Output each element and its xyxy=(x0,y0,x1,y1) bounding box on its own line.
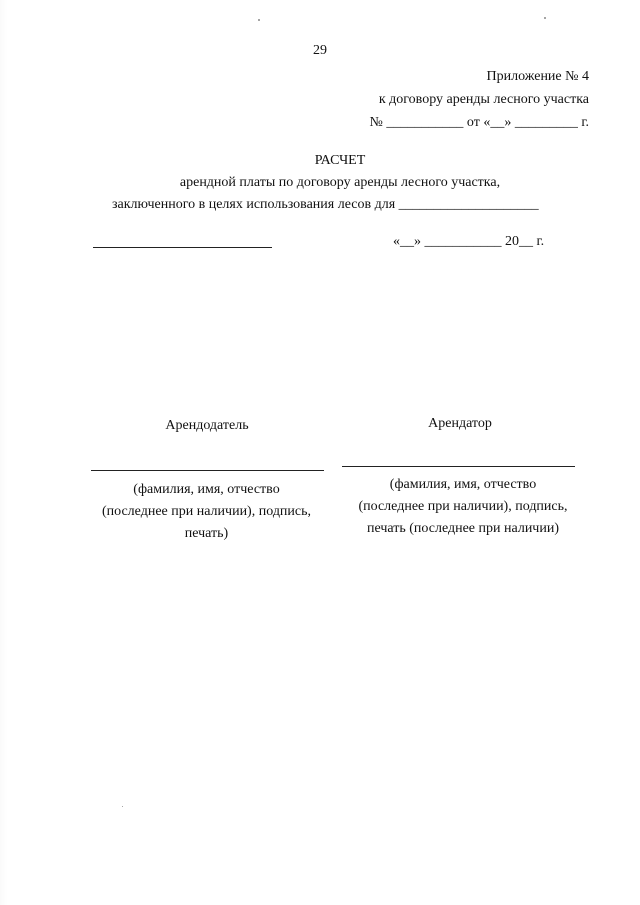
scan-speck xyxy=(258,19,260,21)
scan-speck xyxy=(122,806,123,807)
lessee-title: Арендатор xyxy=(428,416,492,431)
scan-speck xyxy=(544,17,546,19)
lessor-signature-line xyxy=(91,470,324,471)
appendix-contract-number: № ___________ от «__» _________ г. xyxy=(369,115,589,130)
lessee-caption-line-3: печать (последнее при наличии) xyxy=(366,521,559,536)
document-subtitle-line-1: арендной платы по договору аренды лесного участка, xyxy=(179,175,501,190)
document-subtitle-line-2: заключенного в целях использования лесов для ____________________ xyxy=(112,197,539,212)
scan-edge-shadow xyxy=(0,0,8,905)
document-title: РАСЧЕТ xyxy=(314,153,366,168)
lessor-caption-line-2: (последнее при наличии), подпись, xyxy=(101,504,312,519)
appendix-title: Приложение № 4 xyxy=(486,69,589,84)
page-number: 29 xyxy=(313,43,327,58)
lessor-signature-caption xyxy=(79,479,334,545)
date-line: «__» ___________ 20__ г. xyxy=(393,234,545,249)
place-line xyxy=(93,247,272,248)
lessee-caption-line-2: (последнее при наличии), подпись, xyxy=(358,499,568,514)
appendix-reference: к договору аренды лесного участка xyxy=(378,92,589,107)
lessor-title: Арендодатель xyxy=(165,418,249,433)
lessor-caption-line-3: печать) xyxy=(184,526,229,541)
lessor-caption-line-1: (фамилия, имя, отчество xyxy=(133,482,280,497)
lessee-signature-caption xyxy=(327,474,599,540)
lessee-caption-line-1: (фамилия, имя, отчество xyxy=(389,477,537,492)
lessee-signature-line xyxy=(342,466,575,467)
